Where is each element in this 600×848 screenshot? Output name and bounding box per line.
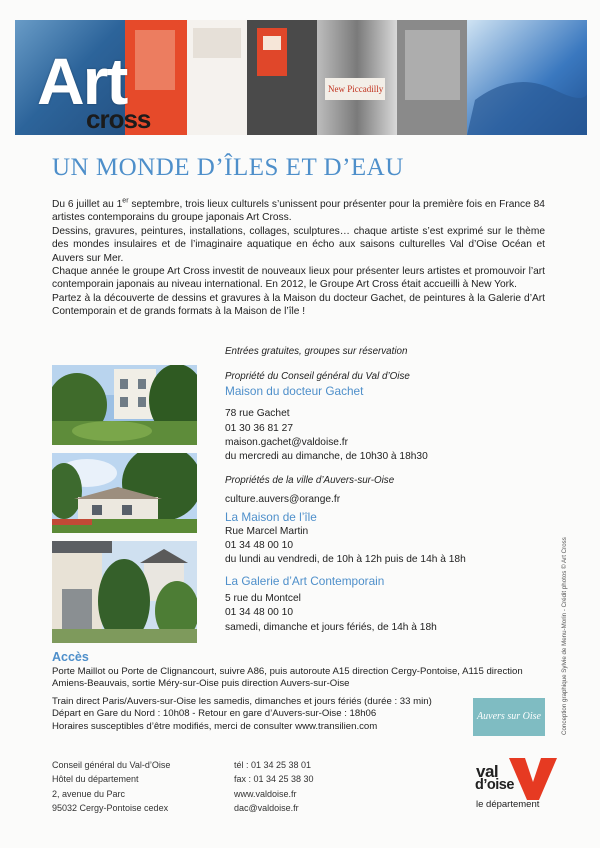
grey-artwork-panel [317,20,397,135]
venue2-name: La Maison de l’île [225,509,317,524]
auvers-sur-oise-logo: Auvers sur Oise [473,698,545,736]
footer-street: 2, avenue du Parc [52,788,126,799]
intro-paragraph-2: Dessins, gravures, peintures, installations, collages, sculptures… chaque artiste s’est exprimé sur le thème des mondes insulaires et de l’imaginaire aquatique en écho aux saisons culturelles Val d’Oise Océan et Auvers sur Mer. [52,225,545,264]
venue1-address: 78 rue Gachet [225,408,290,420]
photo-credit: Conception graphique Sylvie de Menu-Morin - Crédit photos © Art Cross [561,537,568,735]
val-doise-logo-oise: d’oise [475,777,514,793]
val-doise-v-mark [509,758,557,800]
intro-paragraph-3: Chaque année le groupe Art Cross investit de nouveaux lieux pour présenter leurs artistes et promouvoir l’art contemporain japonais au niveau international. En 2012, le Groupe Art Cross était accueilli à New York. [52,266,545,291]
access-title: Accès [52,650,89,664]
venue3-address: 5 rue du Montcel [225,593,301,605]
footer-city: 95032 Cergy-Pontoise cedex [52,802,169,813]
photo-maison-ile [52,453,197,533]
footer-address [52,758,170,815]
photo-galerie-art-contemporain [52,541,197,643]
footer-web-link[interactable]: www.valdoise.fr [234,788,297,799]
access-hours-note: Horaires susceptibles d’être modifiés, merci de consulter www.transilien.com [52,720,378,732]
page-title: UN MONDE D’ÎLES ET D’EAU [52,154,404,181]
venue2-email: culture.auvers@orange.fr [225,494,341,506]
intro-paragraph-4: Partez à la découverte de dessins et gravures à la Maison du docteur Gachet, de peintures à la Galerie d’Art Contemporain et de grands formats à la Maison de l’île ! [52,292,545,318]
val-doise-logo [476,762,556,812]
venue2-owner: Propriétés de la ville d’Auvers-sur-Oise [225,475,395,487]
photo-maison-gachet [52,365,197,445]
venue1-phone: 01 30 36 81 27 [225,422,293,434]
intro-text [52,198,545,319]
footer-building: Hôtel du département [52,774,139,785]
access-train: Train direct Paris/Auvers-sur-Oise les samedis, dimanches et jours fériés (durée : 33 min) [52,695,432,707]
venue1-name: Maison du docteur Gachet [225,384,364,399]
art-cross-logo-cross: cross [86,104,151,134]
footer-contact [234,758,314,815]
footer-email-link[interactable]: dac@valdoise.fr [234,802,299,813]
venue1-owner: Propriété du Conseil général du Val d’Oise [225,371,410,383]
access-by-car: Porte Maillot ou Porte de Clignancourt, suivre A86, puis autoroute A15 direction Cergy-Pontoise, A115 direction Amiens-Beauvais, sortie Méry-sur-Oise puis direction Auvers-sur-Oise [52,665,523,690]
venue3-name: La Galerie d’Art Contemporain [225,574,385,589]
intro-paragraph-1: Du 6 juillet au 1er septembre, trois lieux culturels s’unissent pour présenter pour la première fois en France 84 artistes contemporains du groupe japonais Art Cross. [52,197,545,224]
access-departure: Départ en Gare du Nord : 10h08 - Retour en gare d’Auvers-sur-Oise : 18h06 [52,708,377,720]
venue2-hours: du lundi au vendredi, de 10h à 12h puis de 14h à 18h [225,554,466,566]
art-cross-logo-art: Art [37,44,127,118]
venue2-address: Rue Marcel Martin [225,525,309,537]
footer-tel: tél : 01 34 25 38 01 [234,760,312,770]
venue3-phone: 01 34 48 00 10 [225,607,293,619]
footer-org: Conseil général du Val-d’Oise [52,760,171,770]
red-phone-booth-art [257,28,287,76]
venue3-hours: samedi, dimanche et jours fériés, de 14h à 18h [225,621,437,633]
venue1-hours: du mercredi au dimanche, de 10h30 à 18h30 [225,451,428,463]
venues-info [225,345,565,634]
val-doise-logo-departement: le département [476,799,540,810]
footer-fax: fax : 01 34 25 38 30 [234,774,314,785]
svg-text:New Piccadilly: New Piccadilly [328,84,384,94]
entry-note: Entrées gratuites, groupes sur réservation [225,346,408,357]
venue1-email: maison.gachet@valdoise.fr [225,436,349,448]
venue2-phone: 01 34 48 00 10 [225,539,293,551]
val-doise-logo-val: val [476,762,499,781]
